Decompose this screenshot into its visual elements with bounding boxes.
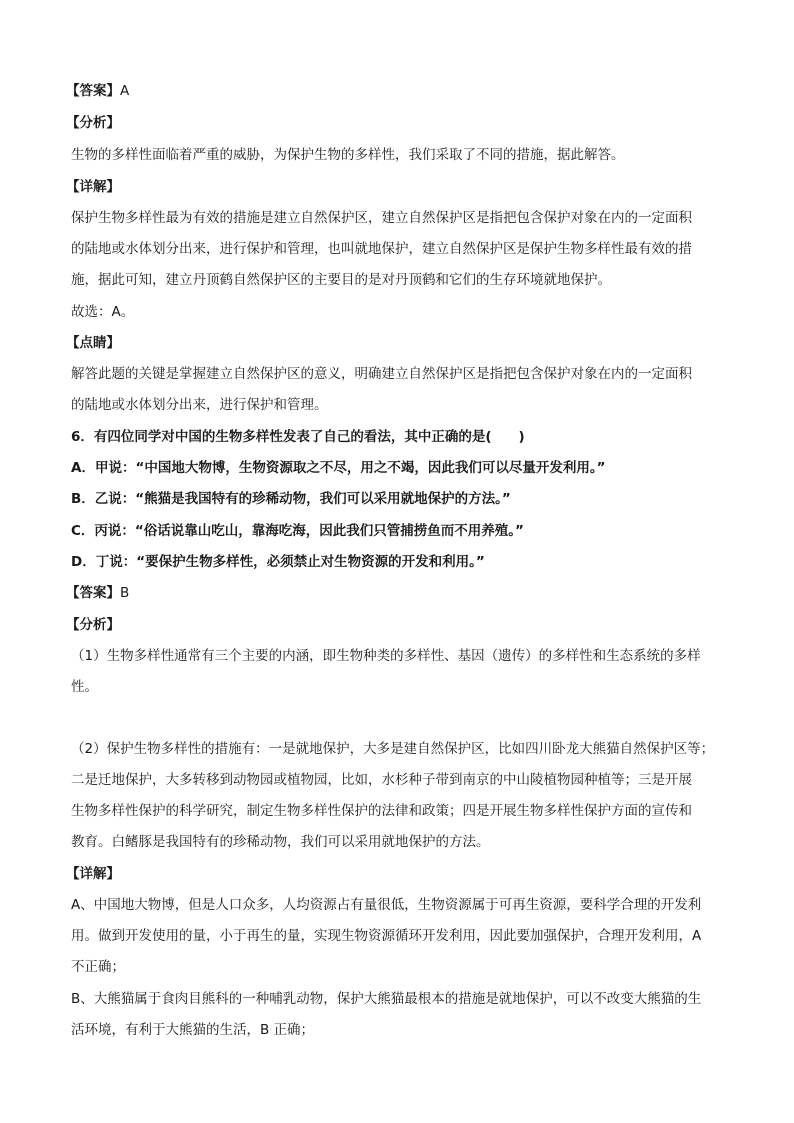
comment-tag: 【点睛】 <box>66 335 120 351</box>
option-a: A．甲说：“中国地大物博，生物资源取之不尽，用之不竭，因此我们可以尽量开发利用。” <box>71 460 606 476</box>
analysis-line: 教育。白鳍豚是我国特有的珍稀动物，我们可以采用就地保护的方法。 <box>71 834 490 850</box>
option-d: D．丁说：“要保护生物多样性，必须禁止对生物资源的开发和利用。” <box>71 554 485 570</box>
detail-tag: 【详解】 <box>66 179 120 195</box>
detail-line: A、中国地大物博，但是人口众多，人均资源占有量很低，生物资源属于可再生资源，要科学合理的开发利 <box>71 897 702 913</box>
detail-line: B、大熊猫属于食肉目熊科的一种哺乳动物，保护大熊猫最根本的措施是就地保护，可以不改变大熊猫的生 <box>71 991 702 1007</box>
detail-line: 活环境，有利于大熊猫的生活，B 正确； <box>71 1022 315 1038</box>
detail-line: 的陆地或水体划分出来，进行保护和管理，也叫就地保护，建立自然保护区是保护生物多样性最有效的措 <box>71 241 692 257</box>
option-c: C．丙说：“俗话说靠山吃山，靠海吃海，因此我们只管捕捞鱼而不用养殖。” <box>71 523 524 539</box>
comment-line: 解答此题的关键是掌握建立自然保护区的意义，明确建立自然保护区是指把包含保护对象在内的一定面积 <box>71 366 692 382</box>
answer-value: B <box>120 585 130 601</box>
answer-tag: 【答案】 <box>66 83 120 99</box>
choice-text: 故选：A。 <box>71 304 135 320</box>
answer-tag: 【答案】 <box>66 585 120 601</box>
analysis-line: （2）保护生物多样性的措施有：一是就地保护，大多是建自然保护区，比如四川卧龙大熊猫自然保护区等； <box>71 741 715 757</box>
analysis-text: 生物的多样性面临着严重的威胁，为保护生物的多样性，我们采取了不同的措施，据此解答。 <box>71 147 625 163</box>
question-stem: 6．有四位同学对中国的生物多样性发表了自己的看法，其中正确的是( ) <box>71 429 525 445</box>
analysis-line: （1）生物多样性通常有三个主要的内涵，即生物种类的多样性、基因（遗传）的多样性和生态系统的多样 <box>71 648 701 664</box>
analysis-line: 性。 <box>71 679 98 695</box>
analysis-tag: 【分析】 <box>66 115 120 131</box>
detail-line: 用。做到开发使用的量，小于再生的量，实现生物资源循环开发利用，因此要加强保护，合理开发利用，A <box>71 928 702 944</box>
analysis-tag: 【分析】 <box>66 617 120 633</box>
q5-answer-line <box>66 81 129 101</box>
option-b: B．乙说：“熊猫是我国特有的珍稀动物，我们可以采用就地保护的方法。” <box>71 491 511 507</box>
detail-line: 保护生物多样性最为有效的措施是建立自然保护区，建立自然保护区是指把包含保护对象在内的一定面积 <box>71 210 692 226</box>
analysis-line: 生物多样性保护的科学研究，制定生物多样性保护的法律和政策；四是开展生物多样性保护方面的宣传和 <box>71 803 692 819</box>
detail-line: 不正确； <box>71 959 125 975</box>
answer-value: A <box>120 83 130 99</box>
comment-line: 的陆地或水体划分出来，进行保护和管理。 <box>71 397 328 413</box>
detail-tag: 【详解】 <box>66 866 120 882</box>
q6-answer-line <box>66 583 129 603</box>
detail-line: 施，据此可知，建立丹顶鹤自然保护区的主要目的是对丹顶鹤和它们的生存环境就地保护。 <box>71 272 611 288</box>
analysis-line: 二是迁地保护，大多转移到动物园或植物园，比如，水杉种子带到南京的中山陵植物园种植等；三是开展 <box>71 772 692 788</box>
